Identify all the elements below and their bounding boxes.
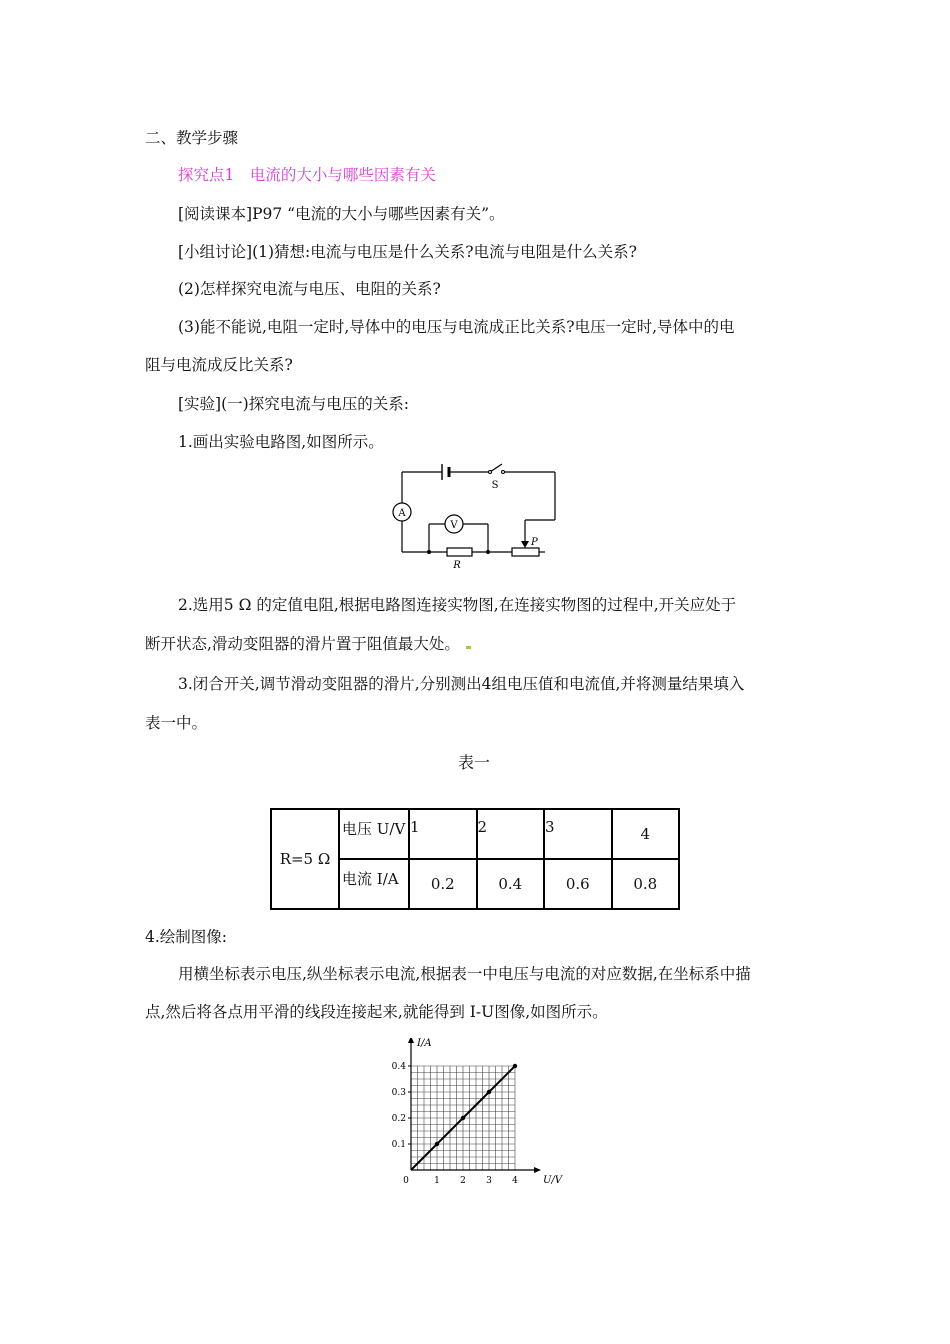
x-tick-label: 4: [512, 1176, 518, 1186]
y-tick-label: 0.4: [391, 1062, 406, 1072]
table-title: 表一: [458, 753, 491, 772]
step2-line1-text: 2.选用5 Ω 的定值电阻,根据电路图连接实物图,在连接实物图的过程中,开关应处于: [178, 596, 737, 614]
circuit-diagram: [385, 460, 570, 575]
x-tick-label: 0: [403, 1176, 409, 1186]
voltage-value-1: 1: [409, 809, 477, 859]
para-read: [阅读课本]P97 “电流的大小与哪些因素有关”。: [178, 205, 505, 223]
current-value-4: 0.8: [612, 859, 680, 909]
current-header: 电流 I/A: [339, 859, 409, 909]
y-tick-label: 0.2: [391, 1114, 406, 1124]
y-axis-label: I/A: [417, 1038, 432, 1049]
y-tick-label: 0.1: [391, 1140, 406, 1150]
x-tick-label: 3: [486, 1176, 492, 1186]
resistance-cell: R=5 Ω: [271, 809, 339, 909]
step3-line2: 表一中。: [145, 714, 208, 732]
step4: 4.绘制图像:: [145, 928, 228, 946]
voltage-value-2: 2: [477, 809, 545, 859]
slider-label: P: [531, 537, 538, 548]
step1: 1.画出实验电路图,如图所示。: [178, 433, 384, 451]
current-value-1: 0.2: [409, 859, 477, 909]
current-value-2: 0.4: [477, 859, 545, 909]
x-tick-label: 1: [434, 1176, 440, 1186]
step3-line1: 3.闭合开关,调节滑动变阻器的滑片,分别测出4组电压值和电流值,并将测量结果填入: [178, 675, 745, 693]
ammeter-label: A: [398, 508, 406, 519]
para-discuss: [小组讨论](1)猜想:电流与电压是什么关系?电流与电阻是什么关系?: [178, 243, 637, 261]
slider-arrow: [521, 541, 529, 548]
voltage-header: 电压 U/V: [339, 809, 409, 859]
junction-dot-right: [486, 550, 490, 554]
current-value-3: 0.6: [544, 859, 612, 909]
para-experiment: [实验](一)探究电流与电压的关系:: [178, 395, 409, 413]
junction-dot-left: [427, 550, 431, 554]
table-row: [271, 809, 679, 859]
para-q2: (2)怎样探究电流与电压、电阻的关系?: [178, 280, 441, 298]
para-q3-line2: 阻与电流成反比关系?: [145, 356, 293, 374]
voltage-value-3: 3: [544, 809, 612, 859]
step4-para-line1: 用横坐标表示电压,纵坐标表示电流,根据表一中电压与电流的对应数据,在坐标系中描: [178, 965, 751, 983]
iu-chart: [375, 1038, 565, 1193]
step4-para-line2: 点,然后将各点用平滑的线段连接起来,就能得到 I-U图像,如图所示。: [145, 1003, 608, 1021]
x-axis-label: U/V: [543, 1175, 563, 1186]
explore-title: 探究点1 电流的大小与哪些因素有关: [178, 166, 436, 184]
data-point: [487, 1090, 491, 1094]
y-tick-label: 0.3: [391, 1088, 406, 1098]
x-tick-label: 2: [460, 1176, 466, 1186]
step2-line2-text: 断开状态,滑动变阻器的滑片置于阻值最大处。: [145, 635, 460, 653]
switch-lever: [490, 464, 502, 472]
y-axis-arrow: [408, 1038, 414, 1043]
resistor-label: R: [453, 560, 461, 571]
data-point: [435, 1142, 439, 1146]
switch-label: S: [491, 480, 499, 491]
step2-line2: [145, 634, 472, 654]
data-point: [513, 1064, 517, 1068]
para-q3-line1: (3)能不能说,电阻一定时,导体中的电压与电流成正比关系?电压一定时,导体中的电: [178, 318, 735, 336]
voltage-value-4: 4: [612, 809, 680, 859]
section-heading: 二、教学步骤: [145, 129, 239, 147]
rheostat: [512, 548, 539, 556]
data-point: [461, 1116, 465, 1120]
step2-line1: [178, 595, 736, 615]
edit-mark: [466, 646, 471, 649]
x-axis-arrow: [534, 1167, 541, 1173]
resistor: [447, 548, 472, 556]
voltmeter-label: V: [450, 520, 458, 531]
data-table: [270, 808, 680, 910]
